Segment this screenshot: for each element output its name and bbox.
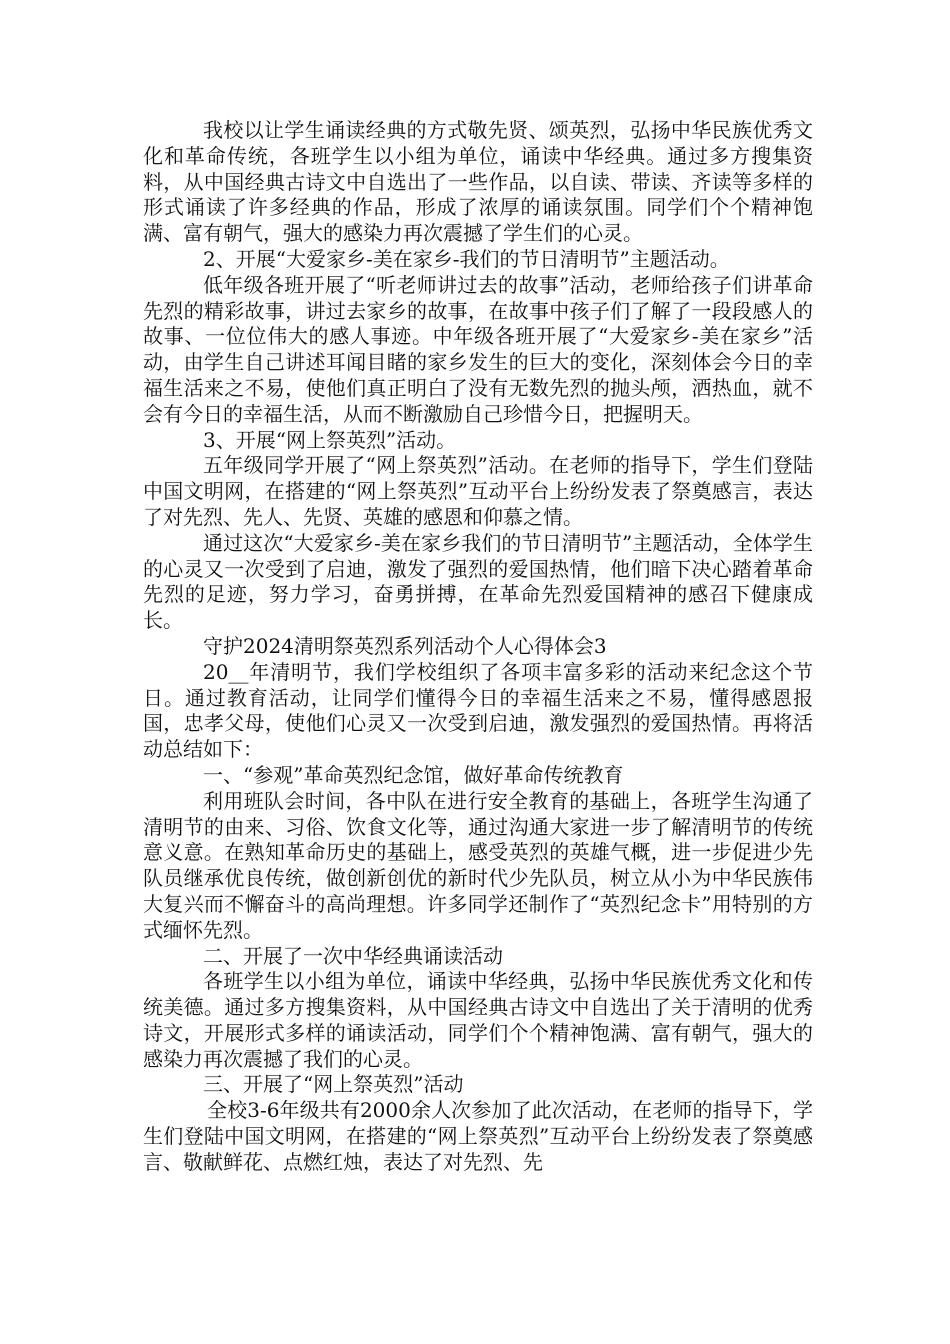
section-heading: 一、“参观”革命英烈纪念馆，做好革命传统教育 — [203, 762, 624, 787]
document-body — [143, 118, 813, 1176]
paragraph: 利用班队会时间，各中队在进行安全教育的基础上，各班学生沟通了清明节的由来、习俗、饮食文化等，通过沟通大家进一步了解清明节的传统意义意。在熟知革命历史的基础上，感受英烈的英雄气概，进一步促进少先队员继承优良传统，做创新创优的新时代少先队员，树立从小为中华民族伟大复兴而不懈奋斗的高尚理想。许多同学还制作了“英烈纪念卡”用特别的方式缅怀先烈。 — [143, 788, 813, 942]
article-title: 守护2024清明祭英烈系列活动个人心得体会3 — [203, 633, 607, 658]
section-heading: 三、开展了“网上祭英烈”活动 — [203, 1072, 464, 1097]
section-heading: 二、开展了一次中华经典诵读活动 — [203, 943, 503, 968]
paragraph: 我校以让学生诵读经典的方式敬先贤、颂英烈，弘扬中华民族优秀文化和革命传统，各班学生以小组为单位，诵读中华经典。通过多方搜集资料，从中国经典古诗文中自选出了一些作品，以自读、带读、齐读等多样的形式诵读了许多经典的作品，形成了浓厚的诵读氛围。同学们个个精神饱满、富有朝气，强大的感染力再次震撼了学生们的心灵。 — [143, 118, 813, 246]
section-heading: 2、开展“大爱家乡-美在家乡-我们的节日清明节”主题活动。 — [203, 246, 730, 271]
paragraph: 低年级各班开展了“听老师讲过去的故事”活动，老师给孩子们讲革命先烈的精彩故事，讲过去家乡的故事，在故事中孩子们了解了一段段感人的故事、一位位伟大的感人事迹。中年级各班开展了“大爱家乡-美在家乡”活动，由学生自己讲述耳闻目睹的家乡发生的巨大的变化，深刻体会今日的幸福生活来之不易，使他们真正明白了没有无数先烈的抛头颅，洒热血，就不会有今日的幸福生活，从而不断激励自己珍惜今日，把握明天。 — [143, 272, 813, 426]
paragraph: 全校3-6年级共有2000余人次参加了此次活动，在老师的指导下，学生们登陆中国文明网，在搭建的“网上祭英烈”互动平台上纷纷发表了祭奠感言、敬献鲜花、点燃红烛，表达了对先烈、先 — [143, 1098, 813, 1174]
paragraph: 五年级同学开展了“网上祭英烈”活动。在老师的指导下，学生们登陆中国文明网，在搭建的“网上祭英烈”互动平台上纷纷发表了祭奠感言，表达了对先烈、先人、先贤、英雄的感恩和仰慕之情。 — [143, 453, 813, 529]
paragraph: 各班学生以小组为单位，诵读中华经典，弘扬中华民族优秀文化和传统美德。通过多方搜集资料，从中国经典古诗文中自选出了关于清明的优秀诗文，开展形式多样的诵读活动，同学们个个精神饱满、富有朝气，强大的感染力再次震撼了我们的心灵。 — [143, 969, 813, 1071]
section-heading: 3、开展“网上祭英烈”活动。 — [203, 427, 457, 452]
paragraph: 20__年清明节，我们学校组织了各项丰富多彩的活动来纪念这个节日。通过教育活动，让同学们懂得今日的幸福生活来之不易，懂得感恩报国，忠孝父母，使他们心灵又一次受到启迪，激发强烈的爱国热情。再将活动总结如下： — [143, 659, 813, 762]
paragraph: 通过这次“大爱家乡-美在家乡我们的节日清明节”主题活动，全体学生的心灵又一次受到了启迪，激发了强烈的爱国热情，他们暗下决心踏着革命先烈的足迹，努力学习，奋勇拼搏，在革命先烈爱国精神的感召下健康成长。 — [143, 530, 813, 633]
